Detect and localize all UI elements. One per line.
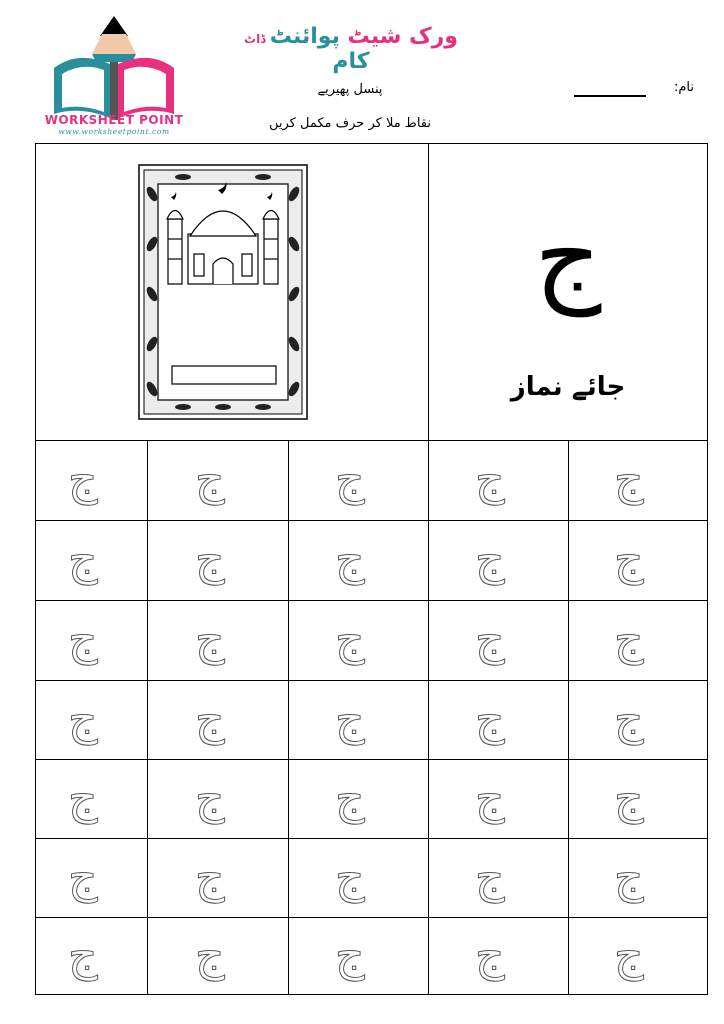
trace-cell [36,839,148,918]
trace-letter: ج [335,927,365,981]
trace-cell [148,918,289,995]
trace-letter: ج [195,927,225,981]
brand-title-part2: پوائنٹ [269,24,348,49]
worksheet-frame [35,143,708,995]
trace-cell [289,839,429,918]
trace-letter: ج [475,691,505,745]
trace-cell [569,760,707,839]
trace-cell [429,839,569,918]
trace-letter: ج [335,849,365,903]
trace-cell [569,681,707,760]
trace-cell [148,760,289,839]
letter-panel [429,144,707,440]
trace-cell [36,441,148,521]
trace-cell [429,601,569,681]
trace-letter: ج [475,927,505,981]
trace-cell [429,521,569,601]
prayer-mat-mosque-icon [138,164,308,420]
trace-cell [569,918,707,995]
trace-letter: ج [68,451,98,505]
trace-letter: ج [475,849,505,903]
trace-cell [569,441,707,521]
trace-letter: ج [475,611,505,665]
trace-letter: ج [614,927,644,981]
trace-cell [148,681,289,760]
trace-letter: ج [475,531,505,585]
trace-letter: ج [614,611,644,665]
trace-letter: ج [614,849,644,903]
trace-cell [36,918,148,995]
trace-letter: ج [68,849,98,903]
logo-wordmark: WORKSHEET POINT [44,113,184,127]
trace-cell [148,839,289,918]
trace-letter: ج [475,451,505,505]
trace-letter: ج [335,531,365,585]
featured-word: جائے نماز [510,372,626,402]
trace-letter: ج [335,451,365,505]
trace-letter: ج [195,691,225,745]
trace-cell [289,681,429,760]
trace-cell [569,521,707,601]
trace-cell [429,681,569,760]
trace-letter: ج [195,531,225,585]
trace-cell [36,760,148,839]
trace-letter: ج [68,770,98,824]
featured-letter: ج [534,195,602,317]
trace-cell [289,760,429,839]
trace-letter: ج [68,611,98,665]
worksheet-instruction: نقاط ملا کر حرف مکمل کریں [269,116,431,131]
trace-cell [569,839,707,918]
trace-cell [569,601,707,681]
brand-title-part4: کام [332,49,370,74]
trace-letter: ج [68,531,98,585]
trace-cell [289,601,429,681]
name-write-line [574,95,646,97]
trace-cell [289,918,429,995]
trace-cell [289,441,429,521]
trace-letter: ج [614,451,644,505]
trace-cell [148,441,289,521]
trace-cell [36,681,148,760]
trace-letter: ج [68,927,98,981]
trace-cell [148,521,289,601]
trace-cell [429,760,569,839]
logo-url: www.worksheetpoint.com [58,127,170,136]
trace-letter: ج [195,611,225,665]
trace-letter: ج [195,770,225,824]
name-label: نام: [673,80,694,95]
trace-letter: ج [335,770,365,824]
trace-cell [36,521,148,601]
trace-cell [429,441,569,521]
worksheet-subtitle: پنسل پھیریے [317,82,383,97]
trace-cell [148,601,289,681]
trace-letter: ج [68,691,98,745]
trace-letter: ج [475,770,505,824]
trace-letter: ج [614,531,644,585]
tracing-grid [36,440,707,994]
brand-title-part1: ورک شیٹ [347,24,458,49]
trace-letter: ج [614,770,644,824]
brand-title-part3: ڈاٹ [244,32,270,46]
trace-cell [36,601,148,681]
picture-panel [36,144,429,440]
trace-letter: ج [195,849,225,903]
brand-title [236,24,466,74]
trace-letter: ج [335,691,365,745]
trace-letter: ج [335,611,365,665]
trace-letter: ج [195,451,225,505]
trace-cell [289,521,429,601]
trace-cell [429,918,569,995]
trace-letter: ج [614,691,644,745]
